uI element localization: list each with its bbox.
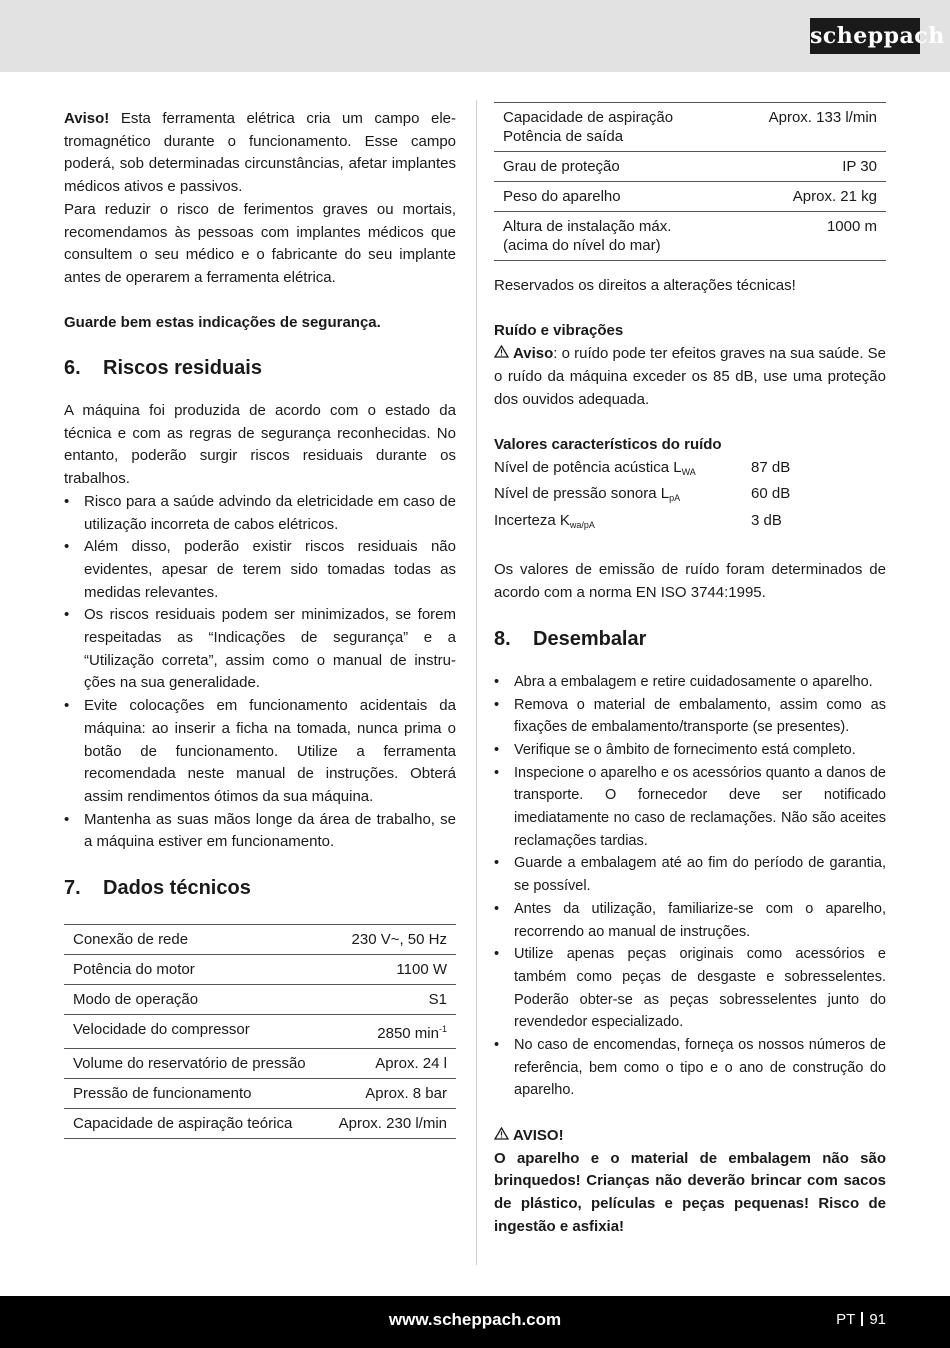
final-warning-title: AVISO!: [494, 1125, 886, 1148]
tech-data-table-continued: [494, 102, 886, 261]
table-row: Altura de instalação máx. (acima do nível do mar) 1000 m: [494, 212, 886, 261]
table-row: Nível de potência acústica $L_{WA}$ 87 dB: [494, 458, 791, 477]
list-item: • Mantenha as suas mãos longe da área de trabalho, se a máquina estiver em funcionamento.: [64, 809, 456, 854]
table-row: Capacidade de aspiração teórica Aprox. 230 l/min: [64, 1109, 456, 1139]
left-column: [64, 108, 456, 1139]
reserved-rights: Reservados os direitos a alterações técnicas!: [494, 277, 796, 294]
list-item: • Os riscos residuais podem ser minimizados, se forem respeitadas as “Indicações de segurança” e a “Utilização correta”, assim como o manual de instruções na sua generalidade.: [64, 604, 456, 695]
table-row: Modo de operação S1: [64, 985, 456, 1015]
implant-advice: Para reduzir o risco de ferimentos graves ou mortais, recomendamos às pessoas com implantes médicos que consultem o seu médico e o fabricante do seu implante antes de operarem a ferramenta elétrica.: [64, 200, 456, 286]
noise-values-table: [494, 457, 790, 537]
right-column: [494, 102, 886, 1238]
residual-risks-intro: A máquina foi produzida de acordo com o estado da técnica e com as regras de segurança reconhecidas. No entanto, poderão surgir riscos residuais durante os trabalhos.: [64, 402, 456, 488]
footer-bar: [0, 1296, 950, 1348]
list-item: • Evite colocações em funcionamento acidentais da máquina: ao inserir a ficha na tomada, nunca prima o botão de funcionamento. Utilize a ferramenta recomendada neste manual de instruções. Obterá assim rendimentos ótimos da sua máquina.: [64, 695, 456, 809]
list-item: • Risco para a saúde advindo da eletricidade em caso de utilização incorreta de cabos elétricos.: [64, 491, 456, 536]
emf-warning: Aviso! Esta ferramenta elétrica cria um campo eletromagnético durante o funcionamento. Esse campo poderá, sob determinadas circunstâncias, afetar implantes médicos ativos e passivos.: [64, 110, 456, 196]
section-8-heading: 8. Desembalar: [494, 627, 647, 650]
list-item: • No caso de encomendas, forneça os nossos números de referência, bem como o tipo e o ano de construção do aparelho.: [494, 1034, 886, 1102]
emission-note: Os valores de emissão de ruído foram determinados de acordo com a norma EN ISO 3744:1995.: [494, 561, 886, 602]
noise-values-heading: Valores característicos do ruído: [494, 435, 722, 453]
keep-safety-instructions: Guarde bem estas indicações de segurança.: [64, 314, 381, 332]
table-row: Peso do aparelho Aprox. 21 kg: [494, 182, 886, 212]
list-item: • Além disso, poderão existir riscos residuais não evidentes, apesar de terem sido tomadas todas as medidas relevantes.: [64, 536, 456, 604]
header-bar: [0, 0, 950, 72]
table-row: Incerteza $K_{wa/pA}$ 3 dB: [494, 512, 782, 530]
list-item: • Verifique se o âmbito de fornecimento está completo.: [494, 739, 886, 762]
table-row: Velocidade do compressor 2850 $\min^{-1}$: [64, 1015, 456, 1049]
table-row: Volume do reservatório de pressão Aprox. 24 l: [64, 1049, 456, 1079]
table-row: Conexão de rede 230 V~, 50 Hz: [64, 925, 456, 955]
scheppach-logo: scheppach: [810, 18, 920, 54]
table-row: Nível de pressão sonora $L_{pA}$ 60 dB: [494, 485, 791, 504]
final-warning-text: O aparelho e o material de embalagem não são brinquedos! Crianças não deverão brincar com sacos de plástico, películas e peças pequenas! Risco de ingestão e asfixia!: [494, 1149, 886, 1235]
noise-warning: Aviso: o ruído pode ter efeitos graves na sua saúde. Se o ruído da máquina exceder os 85 dB, use uma proteção dos ouvidos adequada.: [494, 345, 887, 408]
warning-triangle-icon: [494, 1125, 509, 1148]
section-6-heading: 6. Riscos residuais: [64, 357, 262, 380]
list-item: • Remova o material de embalamento, assim como as fixações de embalamento/transporte (se presentes).: [494, 694, 886, 739]
warning-triangle-icon: [494, 343, 509, 366]
website-link[interactable]: www.scheppach.com: [388, 1310, 562, 1329]
table-row: Capacidade de aspiração Potência de saída Aprox. 133 l/min: [494, 103, 886, 152]
noise-heading: Ruído e vibrações: [494, 322, 624, 340]
section-7-heading: 7. Dados técnicos: [64, 877, 251, 900]
table-row: Grau de proteção IP 30: [494, 152, 886, 182]
list-item: • Inspecione o aparelho e os acessórios quanto a danos de transporte. O fornecedor deve ser notificado imediatamente no caso de reclamações. Não são aceites reclamações tardias.: [494, 762, 886, 853]
table-row: Pressão de funcionamento Aprox. 8 bar: [64, 1079, 456, 1109]
list-item: • Abra a embalagem e retire cuidadosamente o aparelho.: [494, 671, 886, 694]
table-row: Potência do motor 1100 W: [64, 955, 456, 985]
page-number: PT 91: [836, 1311, 886, 1328]
column-divider: [476, 100, 477, 1265]
list-item: • Utilize apenas peças originais como acessórios e também como peças de desgaste e sobresselentes. Poderão obter-se as peças sobresselentes junto do revendedor especializado.: [494, 943, 886, 1034]
list-item: • Antes da utilização, familiarize-se com o aparelho, recorrendo ao manual de instruções.: [494, 898, 886, 943]
list-item: • Guarde a embalagem até ao fim do período de garantia, se possível.: [494, 852, 886, 897]
unpacking-list: [494, 671, 886, 1102]
residual-risks-list: [64, 491, 456, 854]
tech-data-table: [64, 924, 456, 1139]
